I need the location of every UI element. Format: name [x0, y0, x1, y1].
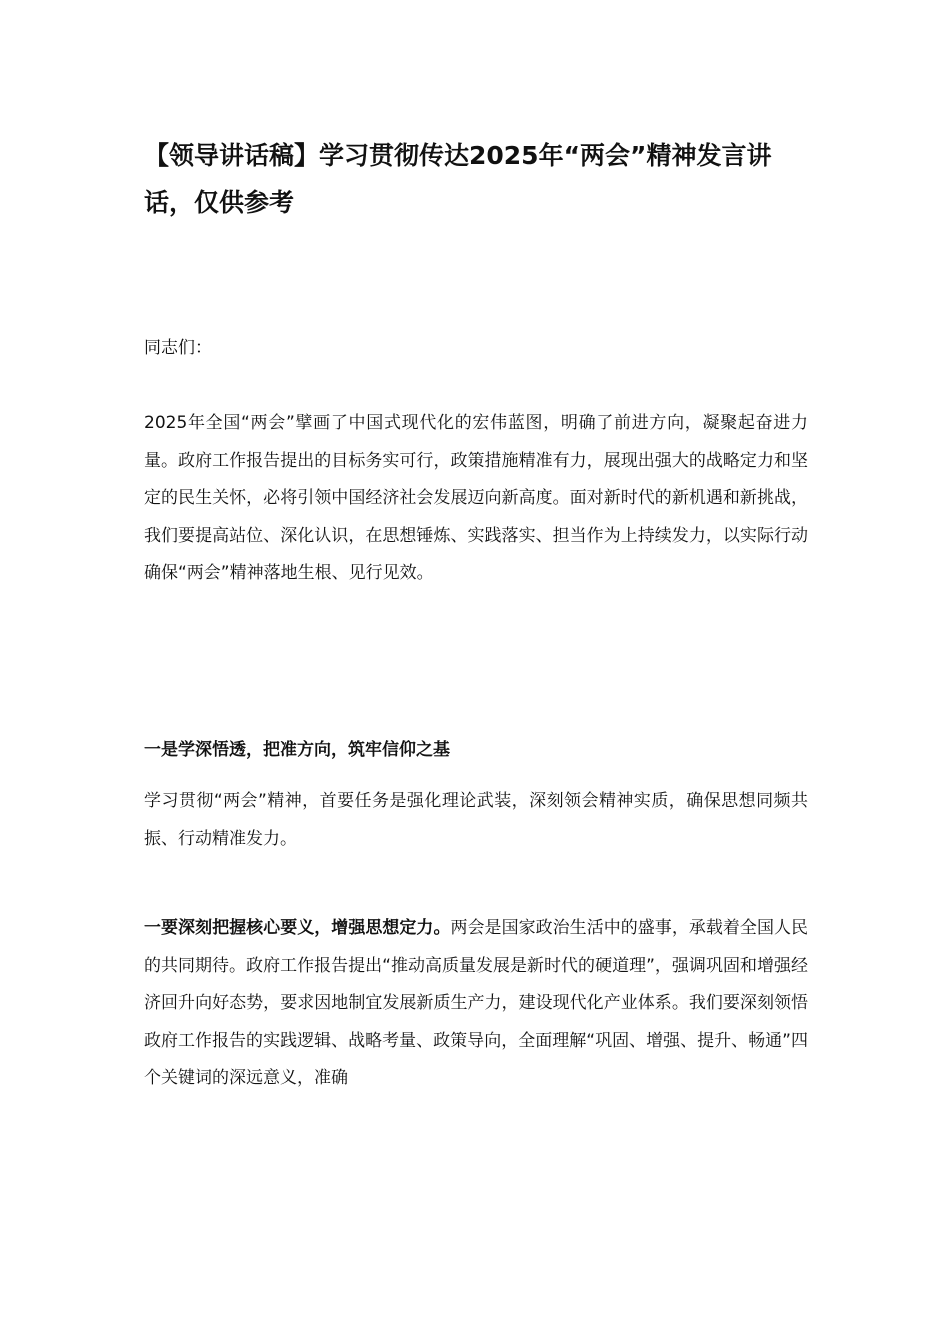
section-heading-1: 一是学深悟透，把准方向，筑牢信仰之基: [144, 740, 450, 760]
section-1-paragraph: 学习贯彻“两会”精神，首要任务是强化理论武装，深刻领会精神实质，确保思想同频共振、行动精准发力。: [144, 791, 808, 849]
point-1-text: 两会是国家政治生活中的盛事，承载着全国人民的共同期待。政府工作报告提出“推动高质量发展是新时代的硬道理”，强调巩固和增强经济回升向好态势，要求因地制宜发展新质生产力，建设现代化产业体系。我们要深刻领悟政府工作报告的实践逻辑、战略考量、政策导向，全面理解“巩固、增强、提升、畅通”四个关键词的深远意义，准确: [144, 918, 809, 1088]
document-title: 【领导讲话稿】学习贯彻传达2025年“两会”精神发言讲话，仅供参考: [144, 141, 772, 217]
point-1-lead: 一要深刻把握核心要义，增强思想定力。: [144, 918, 451, 938]
point-1-paragraph: [144, 910, 808, 1098]
intro-paragraph: 2025年全国“两会”擘画了中国式现代化的宏伟蓝图，明确了前进方向，凝聚起奋进力量。政府工作报告提出的目标务实可行，政策措施精准有力，展现出强大的战略定力和坚定的民生关怀，必将引领中国经济社会发展迈向新高度。面对新时代的新机遇和新挑战，我们要提高站位、深化认识，在思想锤炼、实践落实、担当作为上持续发力，以实际行动确保“两会”精神落地生根、见行见效。: [144, 413, 808, 583]
salutation: 同志们：: [144, 338, 212, 358]
